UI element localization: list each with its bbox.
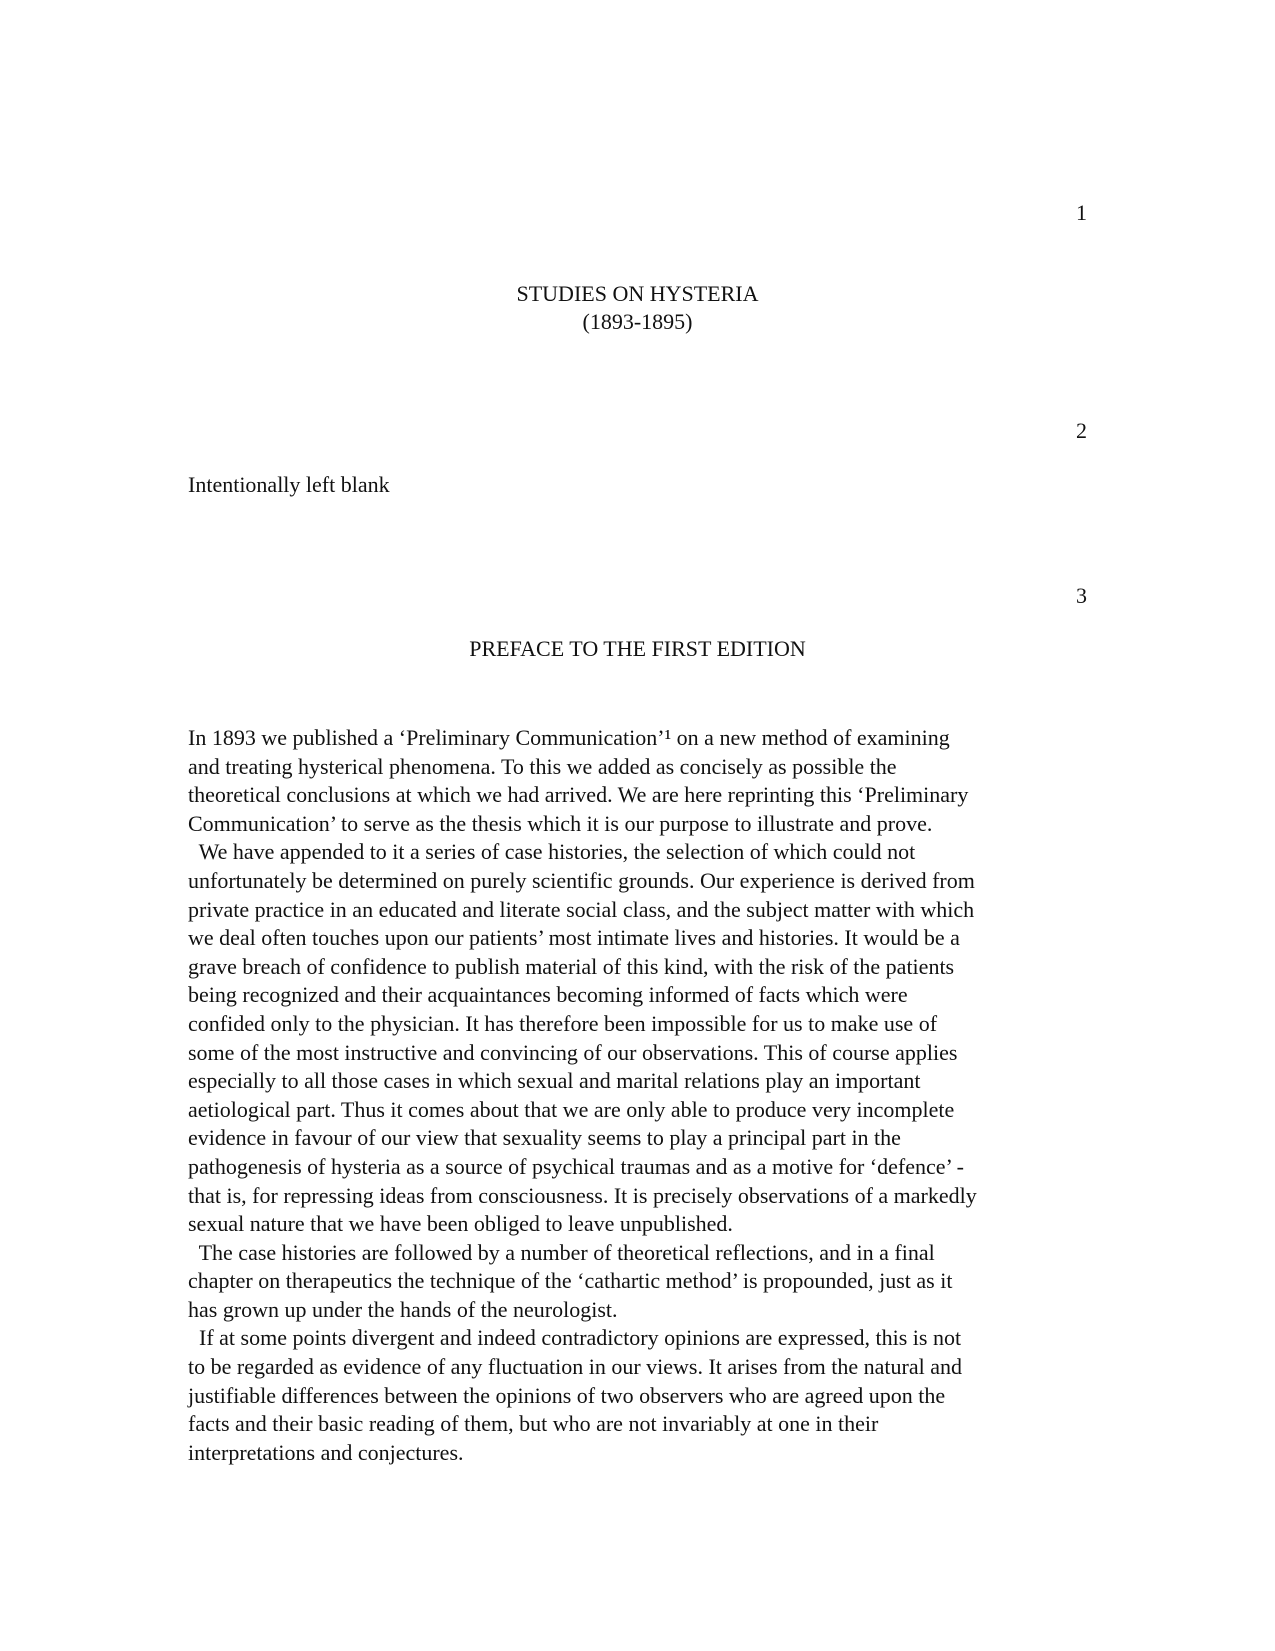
text-line: confided only to the physician. It has therefore been impossible for us to make use of	[188, 1010, 938, 1036]
text-line: In 1893 we published a ‘Preliminary Communication’¹ on a new method of examining	[188, 725, 950, 750]
text-line: If at some points divergent and indeed contradictory opinions are expressed, this is not	[188, 1325, 962, 1351]
text-line: we deal often touches upon our patients’ most intimate lives and histories. It would be a	[188, 925, 960, 951]
page-number-2: 2	[1076, 418, 1087, 443]
text-line: private practice in an educated and literate social class, and the subject matter with which	[188, 896, 975, 922]
text-line: facts and their basic reading of them, but who are not invariably at one in their	[188, 1411, 879, 1437]
text-line: evidence in favour of our view that sexuality seems to play a principal part in the	[188, 1125, 901, 1151]
text-line: grave breach of confidence to publish material of this kind, with the risk of the patients	[188, 953, 955, 979]
text-line: some of the most instructive and convincing of our observations. This of course applies	[188, 1039, 958, 1065]
text-line: has grown up under the hands of the neurologist.	[188, 1296, 618, 1322]
book-date-range: (1893-1895)	[582, 309, 693, 334]
blank-page-notice: Intentionally left blank	[188, 472, 390, 497]
text-line: We have appended to it a series of case histories, the selection of which could not	[188, 839, 916, 865]
text-line: that is, for repressing ideas from consciousness. It is precisely observations of a markedly	[188, 1182, 977, 1208]
text-line: theoretical conclusions at which we had arrived. We are here reprinting this ‘Preliminary	[188, 782, 969, 808]
text-line: pathogenesis of hysteria as a source of psychical traumas and as a motive for ‘defence’ -	[188, 1153, 965, 1179]
text-line: chapter on therapeutics the technique of the ‘cathartic method’ is propounded, just as it	[188, 1268, 953, 1294]
text-line: and treating hysterical phenomena. To this we added as concisely as possible the	[188, 753, 897, 779]
text-line: to be regarded as evidence of any fluctuation in our views. It arises from the natural and	[188, 1354, 962, 1380]
text-line: being recognized and their acquaintances becoming informed of facts which were	[188, 982, 908, 1008]
text-line: The case histories are followed by a number of theoretical reflections, and in a final	[188, 1239, 935, 1265]
text-line: interpretations and conjectures.	[188, 1439, 464, 1465]
preface-heading: PREFACE TO THE FIRST EDITION	[469, 636, 806, 661]
preface-body	[188, 724, 977, 1467]
page-number-1: 1	[1076, 200, 1087, 225]
text-line: Communication’ to serve as the thesis which it is our purpose to illustrate and prove.	[188, 810, 933, 836]
book-title-block	[0, 280, 1275, 336]
text-line: justifiable differences between the opinions of two observers who are agreed upon the	[188, 1382, 946, 1408]
preface-heading-block	[0, 635, 1275, 663]
text-line: especially to all those cases in which sexual and marital relations play an important	[188, 1068, 921, 1094]
text-line: unfortunately be determined on purely scientific grounds. Our experience is derived from	[188, 867, 975, 893]
text-line: sexual nature that we have been obliged to leave unpublished.	[188, 1211, 733, 1237]
book-title: STUDIES ON HYSTERIA	[516, 281, 759, 306]
page-number-3: 3	[1076, 583, 1087, 608]
text-line: aetiological part. Thus it comes about that we are only able to produce very incomplete	[188, 1096, 955, 1122]
